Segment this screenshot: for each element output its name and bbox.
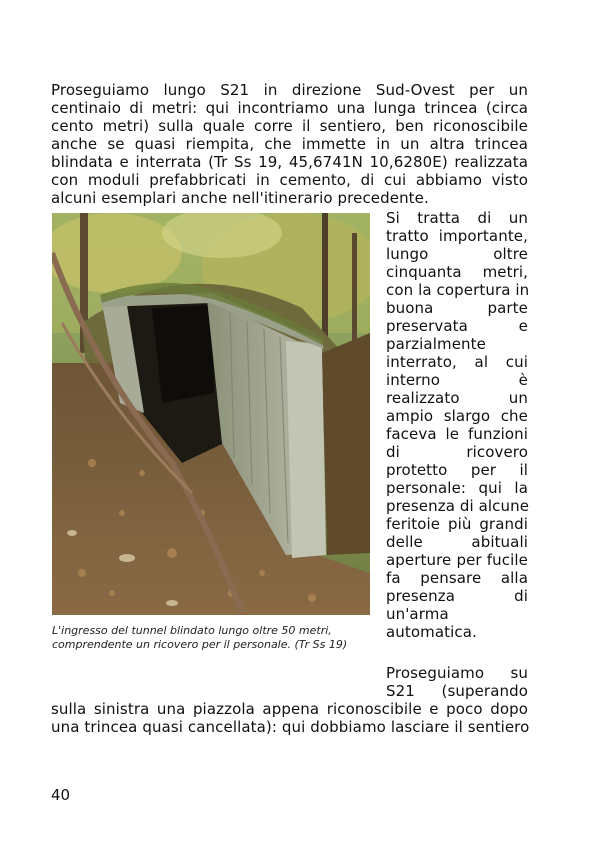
text-line: Proseguiamo su xyxy=(386,664,528,682)
text-line: fa pensare alla xyxy=(386,569,528,587)
text-line: automatica. xyxy=(386,623,477,641)
text-line: Si tratta di un xyxy=(386,209,528,227)
text-line: cento metri) sulla quale corre il sentiero, ben riconoscibile xyxy=(51,117,528,135)
text-line: realizzato un xyxy=(386,389,528,407)
text-line: protetto per il xyxy=(386,461,528,479)
caption-line: L'ingresso del tunnel blindato lungo oltre 50 metri, xyxy=(52,624,332,637)
text-line: buona parte xyxy=(386,299,528,317)
text-line: di ricovero xyxy=(386,443,528,461)
text-line: anche se quasi riempita, che immette in un altra trincea xyxy=(51,135,528,153)
text-line: personale: qui la xyxy=(386,479,528,497)
text-line: Proseguiamo lungo S21 in direzione Sud-Ovest per un xyxy=(51,81,528,99)
text-line: una trincea quasi cancellata): qui dobbiamo lasciare il sentiero xyxy=(51,718,530,736)
text-line: parzialmente xyxy=(386,335,486,353)
text-line: con moduli prefabbricati in cemento, di cui abbiamo visto xyxy=(51,171,528,189)
text-line: un'arma xyxy=(386,605,449,623)
text-line: faceva le funzioni xyxy=(386,425,528,443)
text-line: centinaio di metri: qui incontriamo una lunga trincea (circa xyxy=(51,99,528,117)
text-line: lungo oltre xyxy=(386,245,528,263)
text-line: con la copertura in xyxy=(386,281,530,299)
text-line: preservata e xyxy=(386,317,528,335)
text-line: interrato, al cui xyxy=(386,353,528,371)
text-line: aperture per fucile xyxy=(386,551,528,569)
text-line: interno è xyxy=(386,371,528,389)
text-line: feritoie più grandi xyxy=(386,515,528,533)
text-line: presenza di alcune xyxy=(386,497,530,515)
photo-caption xyxy=(52,624,374,652)
text-line: cinquanta metri, xyxy=(386,263,528,281)
text-line: ampio slargo che xyxy=(386,407,528,425)
text-line: blindata e interrata (Tr Ss 19, 45,6741N 10,6280E) realizzata xyxy=(51,153,528,171)
text-line: sulla sinistra una piazzola appena riconoscibile e poco dopo xyxy=(51,700,528,718)
text-line: tratto importante, xyxy=(386,227,528,245)
text-line: S21 (superando xyxy=(386,682,528,700)
page-number: 40 xyxy=(51,786,71,804)
text-line: alcuni esemplari anche nell'itinerario precedente. xyxy=(51,189,429,207)
text-line: presenza di xyxy=(386,587,528,605)
caption-line: comprendente un ricovero per il personale. (Tr Ss 19) xyxy=(52,638,348,651)
text-line: delle abituali xyxy=(386,533,528,551)
tunnel-photo xyxy=(52,213,370,615)
